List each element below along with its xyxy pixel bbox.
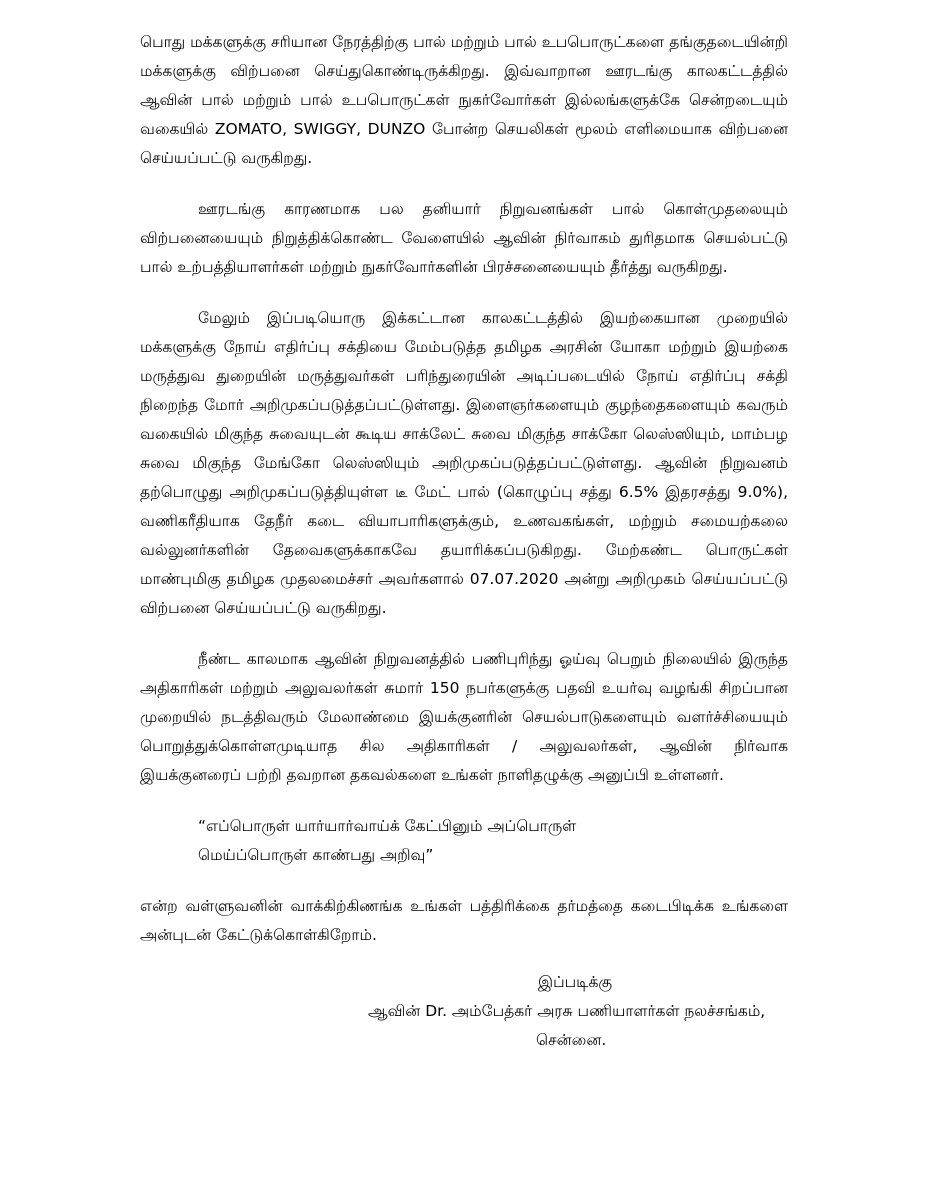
quote-line-2: மெய்ப்பொருள் காண்பது அறிவு” xyxy=(198,846,434,864)
thirukkural-quote xyxy=(198,812,788,870)
closing-paragraph: என்ற வள்ளுவனின் வாக்கிற்கிணங்க உங்கள் பத்திரிக்கை தர்மத்தை கடைபிடிக்க உங்களை அன்புடன் கேட்டுக்கொள்கிறோம். xyxy=(140,897,788,944)
paragraph-lockdown-procurement: ஊரடங்கு காரணமாக பல தனியார் நிறுவனங்கள் பால் கொள்முதலையும் விற்பனையையும் நிறுத்திக்கொண்ட வேளையில் ஆவின் நிர்வாகம் துரிதமாக செயல்பட்டு பால் உற்பத்தியாளர்கள் மற்றும் நுகர்வோர்களின் பிரச்சனையையும் தீர்த்து வருகிறது. xyxy=(140,200,788,276)
paragraph-promotions: நீண்ட காலமாக ஆவின் நிறுவனத்தில் பணிபுரிந்து ஓய்வு பெறும் நிலையில் இருந்த அதிகாரிகள் மற்றும் அலுவலர்கள் சுமார் 150 நபர்களுக்கு பதவி உயர்வு வழங்கி சிறப்பான முறையில் நடத்திவரும் மேலாண்மை இயக்குனரின் செயல்பாடுகளையும் வளர்ச்சியையும் பொறுத்துக்கொள்ளமுடியாத சில அதிகாரிகள் / அலுவலர்கள், ஆவின் நிர்வாக இயக்குனரைப் பற்றி தவறான தகவல்களை உங்கள் நாளிதழுக்கு அனுப்பி உள்ளனர். xyxy=(140,650,788,784)
quote-line-1: “எப்பொருள் யார்யார்வாய்க் கேட்பினும் அப்பொருள் xyxy=(198,817,577,835)
paragraph-new-products: மேலும் இப்படியொரு இக்கட்டான காலகட்டத்தில் இயற்கையான முறையில் மக்களுக்கு நோய் எதிர்ப்பு சக்தியை மேம்படுத்த தமிழக அரசின் யோகா மற்றும் இயற்கை மருத்துவ துறையின் மருத்துவர்கள் பரிந்துரையின் அடிப்படையில் நோய் எதிர்ப்பு சக்தி நிறைந்த மோர் அறிமுகப்படுத்தப்பட்டுள்ளது. இளைஞர்களையும் குழந்தைகளையும் கவரும் வகையில் மிகுந்த சுவையுடன் கூடிய சாக்லேட் சுவை மிகுந்த சாக்கோ லெஸ்ஸியும், மாம்பழ சுவை மிகுந்த மேங்கோ லெஸ்ஸியும் அறிமுகப்படுத்தப்பட்டுள்ளது. ஆவின் நிறுவனம் தற்பொழுது அறிமுகப்படுத்தியுள்ள டீ மேட் பால் (கொழுப்பு சத்து 6.5% இதரசத்து 9.0%), வணிகரீதியாக தேநீர் கடை வியாபாரிகளுக்கும், உணவகங்கள், மற்றும் சமையற்கலை வல்லுனர்களின் தேவைகளுக்காகவே தயாரிக்கப்படுகிறது. மேற்கண்ட பொருட்கள் மாண்புமிகு தமிழக முதலமைச்சர் அவர்களால் 07.07.2020 அன்று அறிமுகம் செய்யப்பட்டு விற்பனை செய்யப்பட்டு வருகிறது. xyxy=(140,309,788,617)
signature-organization: ஆவின் Dr. அம்பேத்கர் அரசு பணியாளர்கள் நலச்சங்கம், xyxy=(368,1002,766,1020)
paragraph-sales-apps: பொது மக்களுக்கு சரியான நேரத்திற்கு பால் மற்றும் பால் உபபொருட்களை தங்குதடையின்றி மக்களுக்கு விற்பனை செய்துகொண்டிருக்கிறது. இவ்வாறான ஊரடங்கு காலகட்டத்தில் ஆவின் பால் மற்றும் பால் உபபொருட்கள் நுகர்வோர்கள் இல்லங்களுக்கே சென்றடையும் வகையில் ZOMATO, SWIGGY, DUNZO போன்ற செயலிகள் மூலம் எளிமையாக விற்பனை செய்யப்பட்டு வருகிறது. xyxy=(140,33,788,167)
signature-yours-truly: இப்படிக்கு xyxy=(538,973,613,991)
signature-city: சென்னை. xyxy=(536,1031,607,1049)
signature-block xyxy=(140,968,788,1055)
letter-page xyxy=(140,28,788,1049)
